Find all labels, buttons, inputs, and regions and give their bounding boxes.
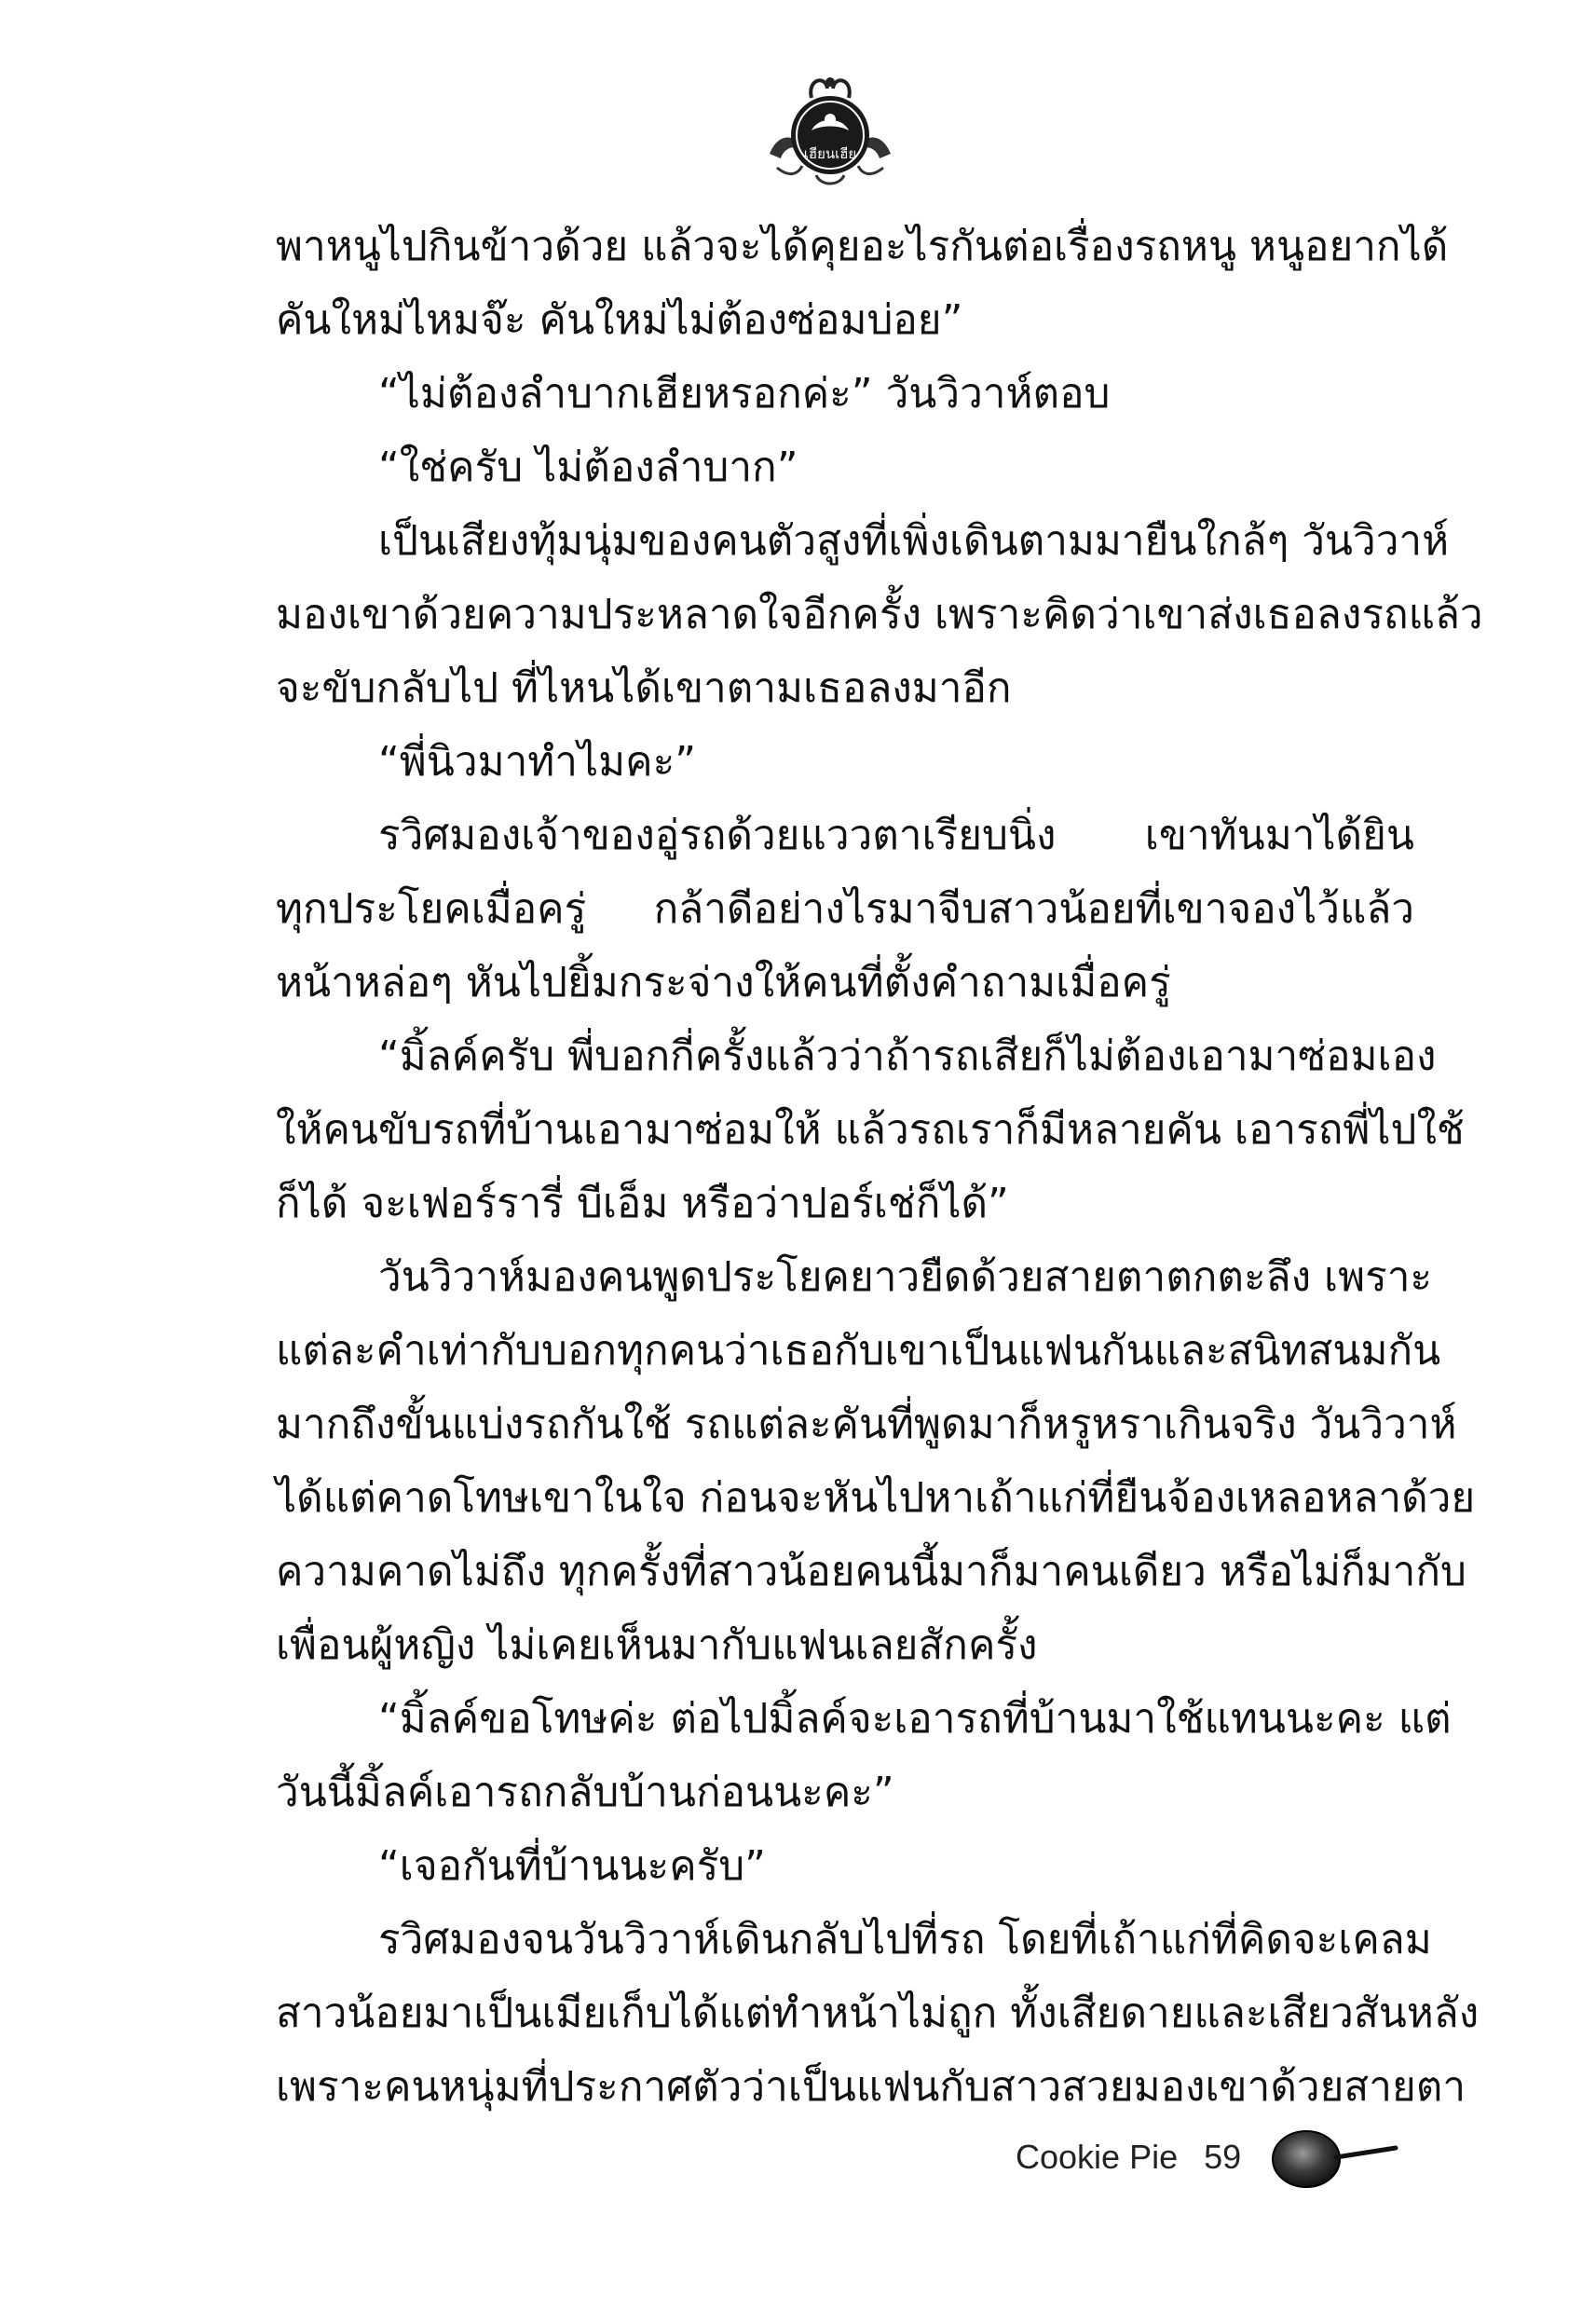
story-text [276, 210, 1483, 2124]
text-line: ก็ได้ จะเฟอร์รารี่ บีเอ็ม หรือว่าปอร์เช่ก็ได้” [276, 1180, 1009, 1227]
book-title: Cookie Pie [1016, 2138, 1179, 2176]
text-line: แต่ละคำเท่ากับบอกทุกคนว่าเธอกับเขาเป็นแฟนกันและสนิทสนมกัน [276, 1327, 1441, 1374]
text-line: “เจอกันที่บ้านนะครับ” [378, 1842, 766, 1890]
text-line: วันวิวาห์มองคนพูดประโยคยาวยืดด้วยสายตาตกตะลึง เพราะ [378, 1253, 1433, 1301]
text-line: มองเขาด้วยความประหลาดใจอีกครั้ง เพราะคิดว่าเขาส่งเธอลงรถแล้ว [276, 591, 1483, 638]
ornamental-logo-icon [760, 65, 900, 196]
text-line: ความคาดไม่ถึง ทุกครั้งที่สาวน้อยคนนี้มาก็มาคนเดียว หรือไม่ก็มากับ [276, 1548, 1466, 1595]
emblem-text: เฮียนเฮีย [803, 145, 857, 162]
text-line: “มิ้ลค์ขอโทษค่ะ ต่อไปมิ้ลค์จะเอารถที่บ้านมาใช้แทนนะคะ แต่ [378, 1695, 1452, 1743]
text-line: สาวน้อยมาเป็นเมียเก็บได้แต่ทำหน้าไม่ถูก ทั้งเสียดายและเสียวสันหลัง [276, 1990, 1480, 2037]
text-line: “มิ้ลค์ครับ พี่บอกกี่ครั้งแล้วว่าถ้ารถเสียก็ไม่ต้องเอามาซ่อมเอง [378, 1032, 1437, 1080]
text-line: พาหนูไปกินข้าวด้วย แล้วจะได้คุยอะไรกันต่อเรื่องรถหนู หนูอยากได้ [276, 223, 1449, 270]
text-line: ทุกประโยคเมื่อครู่ กล้าดีอย่างไรมาจีบสาวน้อยที่เขาจองไว้แล้ว [276, 885, 1414, 933]
text-line: เพื่อนผู้หญิง ไม่เคยเห็นมากับแฟนเลยสักครั้ง [276, 1621, 1038, 1669]
text-line: “ไม่ต้องลำบากเฮียหรอกค่ะ” วันวิวาห์ตอบ [378, 370, 1111, 417]
text-line: ได้แต่คาดโทษเขาในใจ ก่อนจะหันไปหาเถ้าแก่ที่ยืนจ้องเหลอหลาด้วย [276, 1474, 1476, 1522]
text-line: “ใช่ครับ ไม่ต้องลำบาก” [378, 444, 798, 491]
text-line: หน้าหล่อๆ หันไปยิ้มกระจ่างให้คนที่ตั้งคำถามเมื่อครู่ [276, 959, 1171, 1006]
frying-pan-icon [1269, 2120, 1399, 2195]
text-line: วันนี้มิ้ลค์เอารถกลับบ้านก่อนนะคะ” [276, 1769, 894, 1816]
text-line: ให้คนขับรถที่บ้านเอามาซ่อมให้ แล้วรถเราก็มีหลายคัน เอารถพี่ไปใช้ [276, 1106, 1465, 1154]
text-line: เพราะคนหนุ่มที่ประกาศตัวว่าเป็นแฟนกับสาวสวยมองเขาด้วยสายตา [276, 2063, 1466, 2111]
text-line: “พี่นิวมาทำไมคะ” [378, 738, 696, 786]
text-line: มากถึงขั้นแบ่งรถกันใช้ รถแต่ละคันที่พูดมาก็หรูหราเกินจริง วันวิวาห์ [276, 1401, 1457, 1448]
page-number: 59 [1204, 2138, 1242, 2176]
text-line: คันใหม่ไหมจ๊ะ คันใหม่ไม่ต้องซ่อมบ่อย” [276, 296, 963, 344]
text-line: รวิศมองจนวันวิวาห์เดินกลับไปที่รถ โดยที่เถ้าแก่ที่คิดจะเคลม [378, 1916, 1432, 1963]
page-footer [1016, 2120, 1399, 2195]
text-line: รวิศมองเจ้าของอู่รถด้วยแววตาเรียบนิ่ง เขาทันมาได้ยิน [378, 812, 1414, 859]
text-line: จะขับกลับไป ที่ไหนได้เขาตามเธอลงมาอีก [276, 664, 1012, 712]
text-line: เป็นเสียงทุ้มนุ่มของคนตัวสูงที่เพิ่งเดินตามมายืนใกล้ๆ วันวิวาห์ [378, 517, 1450, 565]
